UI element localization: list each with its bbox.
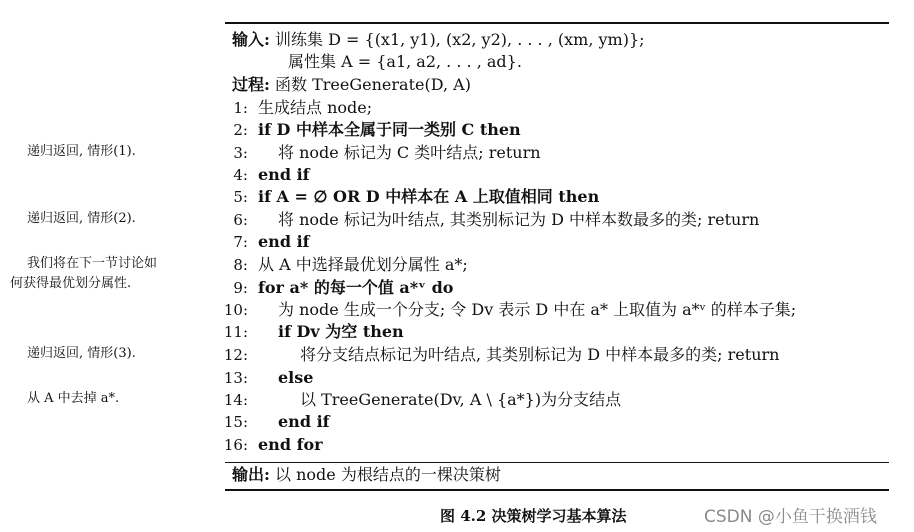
line-number: 6: xyxy=(233,211,248,229)
line-number: 3: xyxy=(233,144,248,162)
line-number: 13: xyxy=(223,369,248,387)
line-number: 1: xyxy=(233,99,248,117)
input-attribute-text: 属性集 A = {a1, a2, . . . , ad}. xyxy=(288,52,522,71)
line-number: 16: xyxy=(223,436,248,454)
algorithm-step: 将 node 标记为叶结点, 其类别标记为 D 中样本数最多的类; return xyxy=(278,210,760,229)
top-rule xyxy=(225,22,889,24)
process-label: 过程: xyxy=(232,75,270,94)
line-number: 4: xyxy=(233,166,248,184)
algorithm-step: end if xyxy=(258,165,310,184)
side-note: 我们将在下一节讨论如 xyxy=(27,256,158,271)
line-number: 10: xyxy=(223,301,248,319)
algorithm-step: if A = ∅ OR D 中样本在 A 上取值相同 then xyxy=(258,187,600,206)
algorithm-input-line-2 xyxy=(288,52,522,72)
algorithm-step: if D 中样本全属于同一类别 C then xyxy=(258,120,521,139)
line-number: 7: xyxy=(233,233,248,251)
side-note: 递归返回, 情形(3). xyxy=(27,346,136,361)
side-note: 从 A 中去掉 a*. xyxy=(27,391,120,406)
algorithm-step: end if xyxy=(258,232,310,251)
algorithm-step: 将分支结点标记为叶结点, 其类别标记为 D 中样本最多的类; return xyxy=(300,345,780,364)
watermark: CSDN @小鱼干换酒钱 xyxy=(704,507,877,527)
algorithm-step: end for xyxy=(258,435,323,454)
output-label: 输出: xyxy=(232,465,270,484)
line-number: 9: xyxy=(233,279,248,297)
input-label: 输入: xyxy=(232,30,270,49)
middle-rule xyxy=(225,462,889,463)
line-number: 2: xyxy=(233,121,248,139)
algorithm-step: if Dv 为空 then xyxy=(278,322,404,341)
side-note: 递归返回, 情形(2). xyxy=(27,211,136,226)
figure-caption: 图 4.2 决策树学习基本算法 xyxy=(440,507,627,525)
line-number: 15: xyxy=(223,413,248,431)
line-number: 11: xyxy=(223,323,248,341)
algorithm-step: for a* 的每一个值 a*ᵛ do xyxy=(258,278,454,297)
line-number: 12: xyxy=(223,346,248,364)
output-text: 以 node 为根结点的一棵决策树 xyxy=(275,465,501,484)
side-note: 何获得最优划分属性. xyxy=(10,276,132,291)
algorithm-process-line xyxy=(232,75,471,95)
line-number: 14: xyxy=(223,391,248,409)
algorithm-output-line xyxy=(232,465,501,485)
process-text: 函数 TreeGenerate(D, A) xyxy=(275,75,471,94)
algorithm-step: 从 A 中选择最优划分属性 a*; xyxy=(258,255,468,274)
algorithm-step: 生成结点 node; xyxy=(258,98,373,117)
line-number: 5: xyxy=(233,188,248,206)
algorithm-step: else xyxy=(278,368,314,387)
line-number: 8: xyxy=(233,256,248,274)
algorithm-step: 以 TreeGenerate(Dv, A \ {a*})为分支结点 xyxy=(300,390,622,409)
bottom-rule xyxy=(225,489,889,491)
algorithm-step: 将 node 标记为 C 类叶结点; return xyxy=(278,143,541,162)
algorithm-step: end if xyxy=(278,412,330,431)
algorithm-input-line-1 xyxy=(232,30,645,50)
input-dataset-text: 训练集 D = {(x1, y1), (x2, y2), . . . , (xm, ym)}; xyxy=(275,30,645,49)
algorithm-step: 为 node 生成一个分支; 令 Dv 表示 D 中在 a* 上取值为 a*ᵛ 的样本子集; xyxy=(278,300,797,319)
side-note: 递归返回, 情形(1). xyxy=(27,144,136,159)
